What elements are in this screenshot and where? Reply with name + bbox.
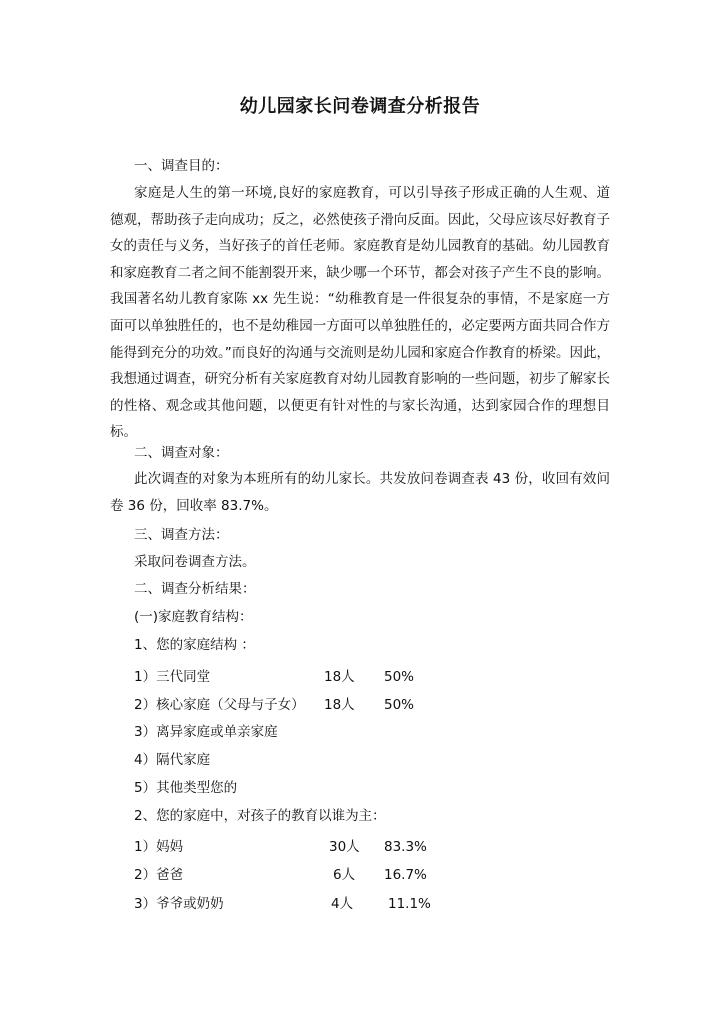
option-label: 5）其他类型您的: [134, 780, 238, 796]
option-label: 4）隔代家庭: [134, 752, 211, 768]
option-label: 1）三代同堂: [134, 669, 211, 685]
option-count: 6人: [333, 867, 356, 883]
option-label: 3）爷爷或奶奶: [134, 896, 224, 912]
document-title: 幼儿园家长问卷调查分析报告: [239, 96, 481, 117]
list-item: [134, 865, 474, 885]
list-item: [134, 695, 474, 715]
list-item: [134, 778, 474, 798]
option-label: 2）核心家庭（父母与子女）: [134, 697, 305, 713]
option-label: 2）爸爸: [134, 867, 184, 883]
method-heading: 三、调查方法：: [134, 527, 229, 543]
method-text: 采取问卷调查方法。: [134, 554, 256, 570]
purpose-heading: 一、调查目的：: [134, 158, 229, 174]
object-heading: 二、调查对象：: [134, 445, 229, 461]
option-percent: 83.3%: [384, 839, 427, 855]
option-label: 3）离异家庭或单亲家庭: [134, 724, 278, 740]
object-paragraph: 此次调查的对象为本班所有的幼儿家长。共发放问卷调查表 43 份，收回有效问卷 36 份，回收率 83.7%。: [110, 471, 610, 514]
option-percent: 11.1%: [388, 896, 431, 912]
family-structure-subheading: (一)家庭教育结构：: [134, 609, 253, 625]
list-item: [134, 722, 474, 742]
option-label: 1）妈妈: [134, 839, 184, 855]
result-heading: 二、调查分析结果：: [134, 581, 256, 597]
purpose-paragraph: 家庭是人生的第一环境,良好的家庭教育，可以引导孩子形成正确的人生观、道德观，帮助孩子走向成功；反之，必然使孩子滑向反面。因此，父母应该尽好教育子女的责任与义务，当好孩子的首任老师。家庭教育是幼儿园教育的基础。幼儿园教育和家庭教育二者之间不能割裂开来，缺少哪一个环节，都会对孩子产生不良的影响。我国著名幼儿教育家陈 xx 先生说：“幼稚教育是一件很复杂的事情，不是家庭一方面可以单独胜任的，也不是幼稚园一方面可以单独胜任的，必定要两方面共同合作方能得到充分的功效。”而良好的沟通与交流则是幼儿园和家庭合作教育的桥梁。因此，我想通过调查，研究分析有关家庭教育对幼儿园教育影响的一些问题，初步了解家长的性格、观念或其他问题，以便更有针对性的与家长沟通，达到家园合作的理想目标。: [110, 185, 610, 441]
option-count: 18人: [324, 669, 355, 685]
option-percent: 50%: [384, 669, 415, 685]
question-1: 1、您的家庭结构 ：: [134, 637, 255, 653]
option-count: 4人: [331, 896, 354, 912]
option-percent: 16.7%: [384, 867, 427, 883]
option-percent: 50%: [384, 697, 415, 713]
question-2: 2、您的家庭中，对孩子的教育以谁为主：: [134, 808, 386, 824]
option-count: 30人: [329, 839, 360, 855]
list-item: [134, 837, 474, 857]
option-count: 18人: [324, 697, 355, 713]
list-item: [134, 750, 474, 770]
list-item: [134, 667, 474, 687]
list-item: [134, 894, 474, 914]
